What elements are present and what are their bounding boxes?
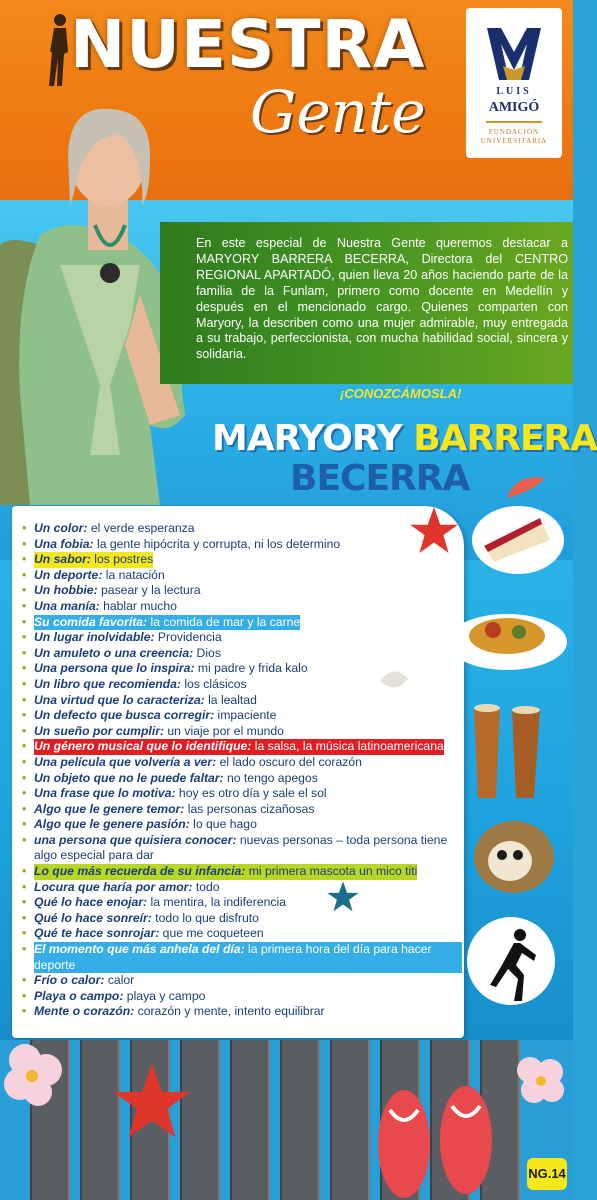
item-key: Algo que le genere pasión: <box>34 817 190 832</box>
item-key: Locura que haría por amor: <box>34 879 193 894</box>
item-text <box>34 942 462 973</box>
list-item <box>22 911 462 927</box>
list-item <box>22 615 462 631</box>
item-key: Lo que más recuerda de su infancia: <box>34 864 246 879</box>
item-text <box>34 926 264 940</box>
item-text <box>34 895 286 909</box>
fence-plank <box>230 1040 270 1200</box>
item-value: no tengo apegos <box>223 770 318 785</box>
item-text <box>34 817 257 831</box>
list-item <box>22 833 462 864</box>
list-item <box>22 724 462 740</box>
seafood-dish-icon <box>445 600 569 674</box>
item-key: Una película que volvería a ver: <box>34 754 217 769</box>
item-key: una persona que quisiera conocer: <box>34 832 237 847</box>
item-key: Un lugar inolvidable: <box>34 630 155 645</box>
item-key: Un objeto que no le puede faltar: <box>34 770 224 785</box>
list-item <box>22 537 462 553</box>
starfish-icon-small <box>326 880 360 914</box>
flower-icon-2 <box>510 1050 570 1110</box>
item-value: la natación <box>102 567 165 582</box>
item-value: la gente hipócrita y corrupta, ni los determino <box>93 536 341 551</box>
item-text <box>34 630 222 644</box>
item-value: las personas cizañosas <box>184 801 315 816</box>
item-text <box>34 615 300 631</box>
item-key: Un amuleto o una creencia: <box>34 645 194 660</box>
questionnaire-list <box>22 521 462 1020</box>
item-key: Una fobia: <box>34 536 94 551</box>
list-item <box>22 895 462 911</box>
item-value: que me coqueteen <box>159 926 264 941</box>
first-name: MARYORY <box>212 418 402 459</box>
list-item <box>22 583 462 599</box>
item-value: calor <box>104 973 135 988</box>
list-item <box>22 880 462 896</box>
item-value: la comida de mar y la carne <box>147 614 301 629</box>
list-item <box>22 599 462 615</box>
item-text <box>34 880 220 894</box>
title-nuestra: NUESTRA <box>70 6 426 83</box>
cta-text: ¡CONOZCÁMOSLA! <box>340 386 462 401</box>
item-text <box>34 739 444 755</box>
item-key: Un defecto que busca corregir: <box>34 708 215 723</box>
list-item <box>22 942 462 973</box>
fence-plank <box>280 1040 320 1200</box>
item-key: Qué te hace sonrojar: <box>34 926 160 941</box>
list-item <box>22 1004 462 1020</box>
list-item <box>22 755 462 771</box>
item-value: el verde esperanza <box>87 521 195 535</box>
last-name: BECERRA <box>290 458 470 499</box>
item-key: Un sabor: <box>34 552 91 567</box>
item-text <box>34 599 177 613</box>
item-key: Un hobbie: <box>34 583 98 598</box>
item-text <box>34 864 417 880</box>
item-key: Una manía: <box>34 598 100 613</box>
item-key: Qué lo hace sonreír: <box>34 910 152 925</box>
item-value: los clásicos <box>180 676 247 691</box>
item-text <box>34 552 153 568</box>
item-text <box>34 833 447 863</box>
item-value: playa y campo <box>123 988 206 1003</box>
item-text <box>34 521 195 535</box>
title-gente: Gente <box>250 78 426 146</box>
item-key: Un género musical que lo identifique: <box>34 739 252 754</box>
item-value: mi padre y frida kalo <box>194 661 308 676</box>
list-item <box>22 802 462 818</box>
item-text <box>34 583 201 597</box>
item-value: los postres <box>90 552 154 567</box>
item-text <box>34 771 318 785</box>
item-value: un viaje por el mundo <box>164 723 284 738</box>
item-value: todo lo que disfruto <box>151 910 259 925</box>
list-item <box>22 864 462 880</box>
list-item <box>22 646 462 662</box>
item-value: Dios <box>193 645 221 660</box>
item-value: pasear y la lectura <box>97 583 201 598</box>
list-item <box>22 926 462 942</box>
item-value: lo que hago <box>189 817 257 832</box>
item-text <box>34 802 314 816</box>
list-item <box>22 786 462 802</box>
item-value: impaciente <box>214 708 277 723</box>
list-item <box>22 521 462 537</box>
item-value: mi primera mascota un mico titi <box>245 864 418 879</box>
page-number: NG.14 <box>527 1158 567 1190</box>
item-text <box>34 708 276 722</box>
name-line-1 <box>212 418 597 459</box>
item-key: Una virtud que lo caracteriza: <box>34 692 205 707</box>
cheesecake-icon <box>470 500 566 576</box>
item-value: la mentira, la indiferencia <box>147 895 286 910</box>
item-key: Un sueño por cumplir: <box>34 723 165 738</box>
starfish-icon <box>408 505 460 557</box>
list-item <box>22 568 462 584</box>
item-key: Mente o corazón: <box>34 1004 135 1019</box>
item-value: la salsa, la música latinoamericana <box>251 739 444 754</box>
list-item <box>22 708 462 724</box>
item-value: la primera hora del día para hacer deporte <box>34 942 432 972</box>
list-item <box>22 973 462 989</box>
item-key: Playa o campo: <box>34 988 124 1003</box>
item-text <box>34 755 362 769</box>
item-text <box>34 1004 325 1018</box>
logo-divider <box>486 121 542 123</box>
intro-text: En este especial de Nuestra Gente queremos destacar a MARYORY BARRERA BECERRA, Directora del CENTRO REGIONAL APARTADÓ, quien lleva 20 años haciendo parte de la familia de la Funlam, primero como docente en Medellín y después en el mencionado cargo. Quienes comparten con Maryory, la describen como una mujer admirable, muy entregada a su trabajo, perfeccionista, con mucha habilidad social, sincera y solidaria. <box>196 236 568 362</box>
item-value: hoy es otro día y sale el sol <box>175 786 327 801</box>
logo-name-bottom: AMIGÓ <box>488 100 540 115</box>
item-key: Qué lo hace enojar: <box>34 895 148 910</box>
item-text <box>34 568 165 582</box>
item-key: El momento que más anhela del día: <box>34 942 245 957</box>
item-value: Providencia <box>154 630 222 645</box>
item-text <box>34 724 284 738</box>
item-text <box>34 989 205 1003</box>
item-text <box>34 786 327 800</box>
list-item <box>22 739 462 755</box>
item-text <box>34 973 134 987</box>
conga-drums-icon <box>468 700 546 800</box>
item-key: Una persona que lo inspira: <box>34 661 195 676</box>
item-text <box>34 911 259 925</box>
item-value: hablar mucho <box>99 598 177 613</box>
university-logo <box>466 8 562 158</box>
monkey-icon <box>470 815 556 895</box>
item-key: Algo que le genere temor: <box>34 801 185 816</box>
item-value: el lado oscuro del corazón <box>216 754 362 769</box>
logo-name-top: LUIS <box>496 86 532 97</box>
item-text <box>34 646 221 660</box>
list-item <box>22 630 462 646</box>
item-value: corazón y mente, intento equilibrar <box>134 1004 325 1019</box>
list-item <box>22 771 462 787</box>
item-text <box>34 537 340 551</box>
runner-icon <box>462 915 560 1007</box>
shell-icon <box>505 472 549 502</box>
item-value: nuevas personas – toda persona tiene algo especial para dar <box>34 832 448 863</box>
item-key: Frío o calor: <box>34 973 105 988</box>
item-value: todo <box>192 879 220 894</box>
list-item <box>22 552 462 568</box>
middle-name: BARRERA <box>413 418 597 459</box>
item-text <box>34 661 308 675</box>
item-key: Un libro que recomienda: <box>34 676 181 691</box>
shell-icon-2 <box>378 665 410 695</box>
item-text <box>34 693 257 707</box>
list-item <box>22 989 462 1005</box>
item-key: Un deporte: <box>34 567 103 582</box>
logo-subtitle: FUNDACIÓN UNIVERSITARIA <box>480 128 548 145</box>
item-text <box>34 677 247 691</box>
logo-mark-icon <box>483 26 545 82</box>
fence-plank <box>330 1040 370 1200</box>
flip-flops-icon <box>370 1080 500 1200</box>
item-key: Una frase que lo motiva: <box>34 786 176 801</box>
item-key: Un color: <box>34 521 88 535</box>
list-item <box>22 817 462 833</box>
item-key: Su comida favorita: <box>34 614 148 629</box>
item-value: la lealtad <box>204 692 257 707</box>
flower-icon <box>0 1040 70 1120</box>
starfish-icon-large <box>110 1060 194 1144</box>
